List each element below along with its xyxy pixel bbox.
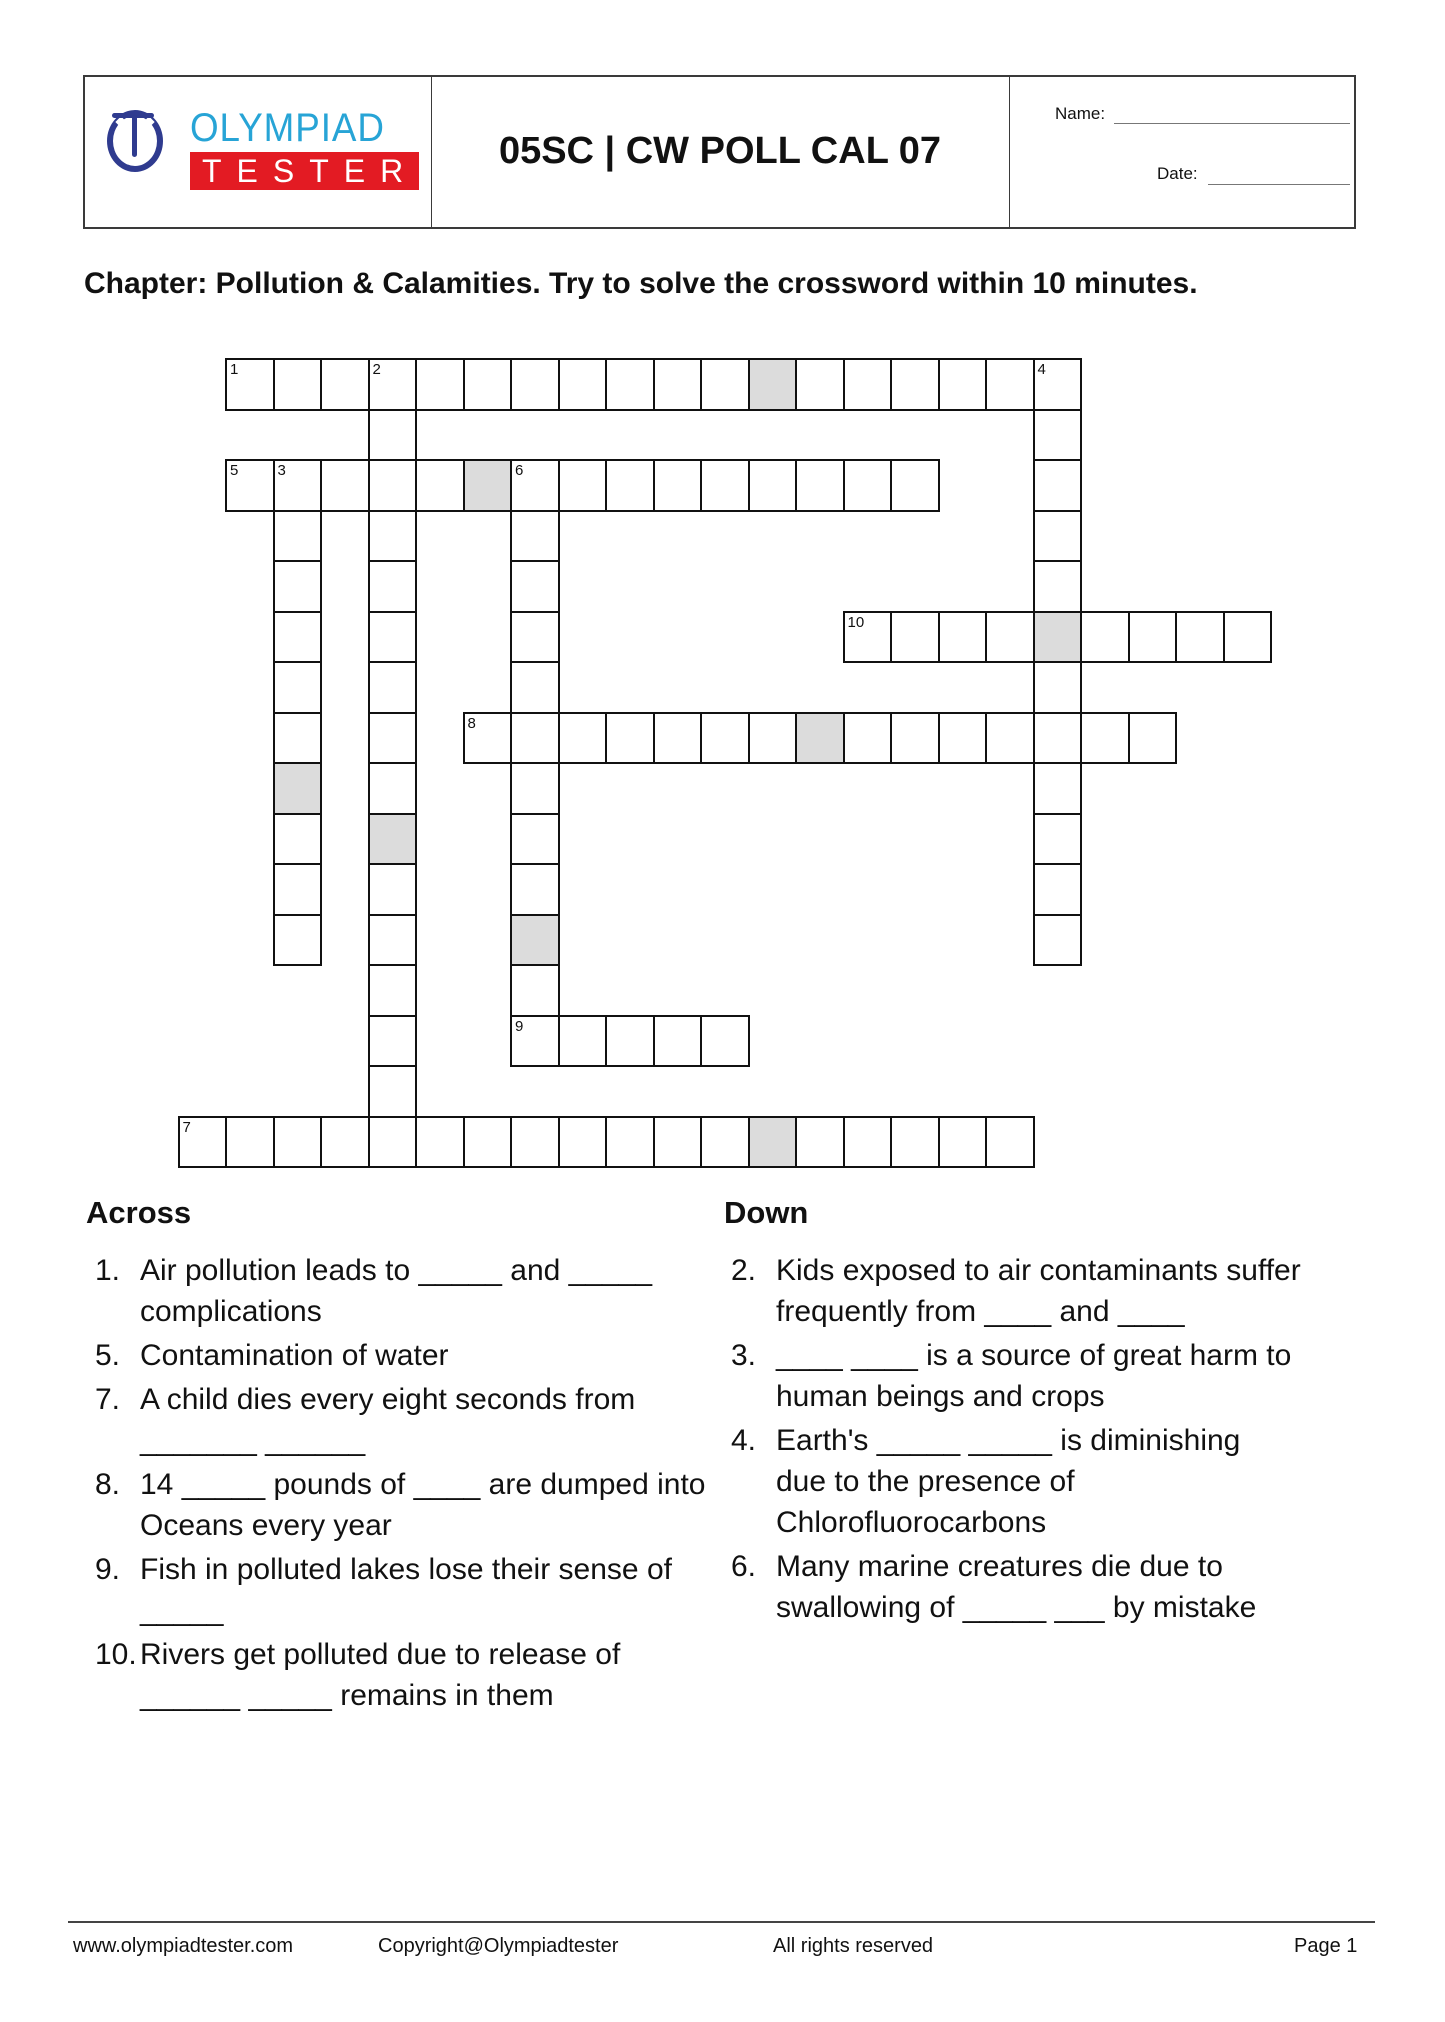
across-clue-list [95,1250,715,1719]
crossword-cell[interactable] [890,358,940,411]
crossword-cell[interactable] [558,712,608,765]
crossword-cell[interactable] [368,611,418,664]
clue-down-4: 4. Earth's _____ _____ is diminishing due to the presence of Chlorofluorocarbons [731,1424,1241,1539]
crossword-cell[interactable] [178,1116,228,1169]
header-divider [1009,77,1010,227]
logo-tester-bar: TESTER [190,152,419,190]
crossword-cell[interactable] [1128,712,1178,765]
crossword-cell[interactable] [273,1116,323,1169]
crossword-cell[interactable] [368,762,418,815]
crossword-cell[interactable] [273,914,323,967]
crossword-cell[interactable] [510,358,560,411]
crossword-cell[interactable] [273,712,323,765]
crossword-cell[interactable] [843,459,893,512]
crossword-cell[interactable] [510,1015,560,1068]
crossword-cell[interactable] [700,1116,750,1169]
clue-across-5: 5. Contamination of water [95,1339,449,1372]
crossword-cell[interactable] [653,1116,703,1169]
clue-across-10: 10. Rivers get polluted due to release of ______ _____ remains in them [95,1638,621,1712]
crossword-cell[interactable] [510,863,560,916]
footer-page-number: Page 1 [1294,1935,1358,1957]
crossword-cell[interactable] [558,459,608,512]
crossword-cell[interactable] [368,459,418,512]
crossword-cell[interactable] [1080,712,1130,765]
crossword-cell[interactable] [415,459,465,512]
crossword-cell[interactable] [320,459,370,512]
crossword-cell[interactable] [795,459,845,512]
crossword-cell[interactable] [795,358,845,411]
clue-across-1: 1. Air pollution leads to _____ and _____ complications [95,1254,653,1328]
crossword-cell[interactable] [368,1065,418,1118]
crossword-cell[interactable] [938,611,988,664]
crossword-cell[interactable] [415,358,465,411]
footer-divider [68,1921,1375,1923]
crossword-cell[interactable] [605,1015,655,1068]
crossword-cell[interactable] [368,813,418,866]
crossword-cell[interactable] [463,358,513,411]
crossword-cell[interactable] [985,712,1035,765]
crossword-cell[interactable] [700,1015,750,1068]
crossword-cell[interactable] [1033,813,1083,866]
crossword-cell[interactable] [510,813,560,866]
crossword-cell[interactable] [795,712,845,765]
crossword-cell[interactable] [510,964,560,1017]
crossword-cell[interactable] [700,358,750,411]
date-field[interactable] [1208,184,1350,185]
clue-number: 6 [515,462,524,479]
crossword-cell[interactable] [273,762,323,815]
crossword-cell[interactable] [1033,358,1083,411]
logo-t-stem-icon [132,115,137,157]
crossword-cell[interactable] [225,1116,275,1169]
crossword-cell[interactable] [1033,459,1083,512]
clue-across-8: 8. 14 _____ pounds of ____ are dumped into Oceans every year [95,1468,706,1542]
crossword-cell[interactable] [700,459,750,512]
crossword-cell[interactable] [1033,863,1083,916]
crossword-cell[interactable] [415,1116,465,1169]
crossword-cell[interactable] [320,358,370,411]
crossword-cell[interactable] [463,1116,513,1169]
name-label: Name: [1055,104,1106,123]
down-heading: Down [724,1195,809,1230]
crossword-cell[interactable] [653,459,703,512]
crossword-cell[interactable] [1033,611,1083,664]
crossword-cell[interactable] [1223,611,1273,664]
clue-number: 2 [372,361,381,378]
olympiad-tester-logo [93,100,423,200]
crossword-cell[interactable] [843,358,893,411]
crossword-cell[interactable] [985,358,1035,411]
crossword-cell[interactable] [273,813,323,866]
logo-wordmark: OLYMPIAD [190,106,385,150]
crossword-cell[interactable] [510,1116,560,1169]
crossword-cell[interactable] [368,712,418,765]
crossword-cell[interactable] [510,459,560,512]
crossword-cell[interactable] [273,661,323,714]
crossword-cell[interactable] [748,459,798,512]
crossword-cell[interactable] [368,964,418,1017]
footer-rights: All rights reserved [773,1935,934,1957]
crossword-cell[interactable] [890,611,940,664]
crossword-cell[interactable] [653,358,703,411]
crossword-cell[interactable] [1033,762,1083,815]
crossword-cell[interactable] [225,459,275,512]
clue-number: 8 [467,714,476,732]
crossword-cell[interactable] [225,358,275,411]
clue-down-2: 2. Kids exposed to air contaminants suffer frequently from ____ and ____ [731,1254,1301,1328]
crossword-cell[interactable] [985,611,1035,664]
crossword-cell[interactable] [1033,560,1083,613]
crossword-cell[interactable] [1033,661,1083,714]
crossword-cell[interactable] [605,358,655,411]
crossword-cell[interactable] [273,863,323,916]
crossword-cell[interactable] [843,1116,893,1169]
clue-down-3: 3. ____ ____ is a source of great harm to human beings and crops [731,1339,1292,1413]
crossword-cell[interactable] [748,1116,798,1169]
clue-number: 10 [847,613,865,631]
footer-website-link[interactable]: www.olympiadtester.com [73,1935,294,1957]
crossword-cell[interactable] [843,712,893,765]
clue-number: 4 [1037,361,1046,378]
crossword-cell[interactable] [1033,510,1083,563]
crossword-cell[interactable] [1033,409,1083,462]
clue-number: 1 [230,361,239,378]
clue-across-7: 7. A child dies every eight seconds from _______ ______ [95,1383,636,1457]
crossword-cell[interactable] [938,712,988,765]
worksheet-title: 05SC | CW POLL CAL 07 [498,130,942,172]
crossword-cell[interactable] [510,611,560,664]
crossword-cell[interactable] [368,560,418,613]
crossword-cell[interactable] [1175,611,1225,664]
date-label: Date: [1157,164,1198,183]
crossword-cell[interactable] [605,712,655,765]
crossword-cell[interactable] [1033,914,1083,967]
crossword-cell[interactable] [795,1116,845,1169]
crossword-cell[interactable] [510,510,560,563]
chapter-instructions: Chapter: Pollution & Calamities. Try to solve the crossword within 10 minutes. [84,267,1198,300]
clue-across-9: 9. Fish in polluted lakes lose their sense of _____ [95,1553,672,1627]
crossword-cell[interactable] [890,712,940,765]
crossword-cell[interactable] [463,712,513,765]
crossword-cell[interactable] [510,661,560,714]
clue-number: 3 [277,462,286,479]
crossword-cell[interactable] [368,358,418,411]
crossword-cell[interactable] [368,1015,418,1068]
crossword-cell[interactable] [273,560,323,613]
crossword-cell[interactable] [938,358,988,411]
crossword-cell[interactable] [1080,611,1130,664]
clue-number: 9 [515,1017,524,1035]
across-heading: Across [86,1195,192,1230]
crossword-cell[interactable] [368,1116,418,1169]
crossword-cell[interactable] [320,1116,370,1169]
crossword-cell[interactable] [510,762,560,815]
footer-copyright: Copyright@Olympiadtester [378,1935,619,1957]
crossword-cell[interactable] [558,1116,608,1169]
crossword-cell[interactable] [463,459,513,512]
name-field[interactable] [1114,123,1350,124]
clue-down-6: 6. Many marine creatures die due to swallowing of _____ ___ by mistake [731,1550,1257,1624]
crossword-cell[interactable] [558,1015,608,1068]
crossword-cell[interactable] [273,510,323,563]
crossword-cell[interactable] [748,358,798,411]
clue-number: 5 [230,462,239,479]
crossword-cell[interactable] [368,409,418,462]
crossword-cell[interactable] [748,712,798,765]
crossword-cell[interactable] [605,1116,655,1169]
crossword-cell[interactable] [368,661,418,714]
crossword-cell[interactable] [510,560,560,613]
crossword-cell[interactable] [510,712,560,765]
crossword-cell[interactable] [700,712,750,765]
crossword-cell[interactable] [273,611,323,664]
crossword-cell[interactable] [368,863,418,916]
crossword-cell[interactable] [843,611,893,664]
crossword-cell[interactable] [1033,712,1083,765]
crossword-cell[interactable] [510,914,560,967]
down-clue-list [731,1250,1341,1631]
crossword-cell[interactable] [938,1116,988,1169]
crossword-cell[interactable] [653,712,703,765]
crossword-cell[interactable] [1128,611,1178,664]
crossword-cell[interactable] [273,459,323,512]
crossword-cell[interactable] [890,459,940,512]
crossword-cell[interactable] [985,1116,1035,1169]
clue-number: 7 [182,1118,191,1136]
crossword-cell[interactable] [890,1116,940,1169]
crossword-cell[interactable] [273,358,323,411]
crossword-cell[interactable] [368,510,418,563]
crossword-cell[interactable] [368,914,418,967]
crossword-cell[interactable] [558,358,608,411]
crossword-cell[interactable] [653,1015,703,1068]
crossword-cell[interactable] [605,459,655,512]
